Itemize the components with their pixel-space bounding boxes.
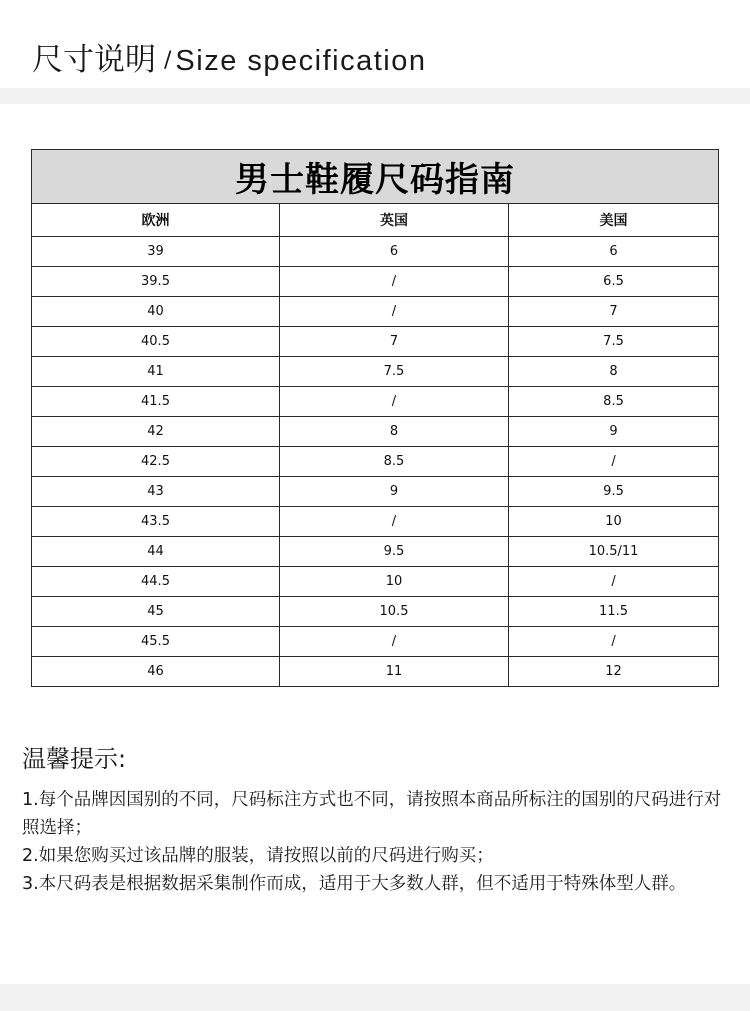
cell-uk: 8 bbox=[280, 417, 509, 447]
cell-uk: / bbox=[280, 387, 509, 417]
tip-item: 1.每个品牌因国别的不同，尺码标注方式也不同，请按照本商品所标注的国别的尺码进行对照选择； bbox=[22, 790, 722, 838]
top-divider-band bbox=[0, 88, 750, 104]
column-header-eu: 欧洲 bbox=[32, 204, 280, 237]
table-row bbox=[32, 297, 719, 327]
title-en: Size specification bbox=[175, 45, 427, 77]
cell-us: / bbox=[509, 567, 719, 597]
tip-item: 2.如果您购买过该品牌的服装，请按照以前的尺码进行购买； bbox=[22, 846, 494, 866]
cell-uk: 11 bbox=[280, 657, 509, 687]
page-title bbox=[32, 40, 426, 81]
table-row bbox=[32, 657, 719, 687]
table-row bbox=[32, 567, 719, 597]
cell-us: 9.5 bbox=[509, 477, 719, 507]
table-row bbox=[32, 537, 719, 567]
table-row bbox=[32, 417, 719, 447]
cell-uk: 8.5 bbox=[280, 447, 509, 477]
cell-us: 8.5 bbox=[509, 387, 719, 417]
cell-uk: / bbox=[280, 297, 509, 327]
cell-eu: 40.5 bbox=[32, 327, 280, 357]
table-title-row bbox=[32, 150, 719, 204]
cell-us: 11.5 bbox=[509, 597, 719, 627]
column-header-us: 美国 bbox=[509, 204, 719, 237]
cell-us: / bbox=[509, 627, 719, 657]
cell-eu: 45 bbox=[32, 597, 280, 627]
cell-us: 10.5/11 bbox=[509, 537, 719, 567]
cell-eu: 43 bbox=[32, 477, 280, 507]
cell-eu: 39 bbox=[32, 237, 280, 267]
cell-us: 7 bbox=[509, 297, 719, 327]
table-row bbox=[32, 357, 719, 387]
tips-title: 温馨提示: bbox=[22, 745, 127, 773]
cell-eu: 42 bbox=[32, 417, 280, 447]
cell-us: 7.5 bbox=[509, 327, 719, 357]
cell-uk: 7.5 bbox=[280, 357, 509, 387]
cell-uk: 7 bbox=[280, 327, 509, 357]
cell-eu: 42.5 bbox=[32, 447, 280, 477]
cell-us: 9 bbox=[509, 417, 719, 447]
cell-eu: 39.5 bbox=[32, 267, 280, 297]
table-row bbox=[32, 387, 719, 417]
cell-uk: 10 bbox=[280, 567, 509, 597]
bottom-divider-band bbox=[0, 984, 750, 1011]
cell-uk: / bbox=[280, 627, 509, 657]
column-header-uk: 英国 bbox=[280, 204, 509, 237]
cell-uk: 9.5 bbox=[280, 537, 509, 567]
cell-us: 8 bbox=[509, 357, 719, 387]
table-row bbox=[32, 327, 719, 357]
title-cn: 尺寸说明 bbox=[32, 42, 156, 78]
cell-eu: 41 bbox=[32, 357, 280, 387]
cell-us: / bbox=[509, 447, 719, 477]
title-separator: / bbox=[164, 48, 172, 73]
cell-us: 6 bbox=[509, 237, 719, 267]
tips-list bbox=[22, 786, 737, 898]
cell-uk: / bbox=[280, 267, 509, 297]
cell-eu: 41.5 bbox=[32, 387, 280, 417]
table-row bbox=[32, 597, 719, 627]
tip-item: 3.本尺码表是根据数据采集制作而成，适用于大多数人群，但不适用于特殊体型人群。 bbox=[22, 874, 687, 894]
cell-eu: 43.5 bbox=[32, 507, 280, 537]
table-row bbox=[32, 267, 719, 297]
cell-us: 12 bbox=[509, 657, 719, 687]
table-row bbox=[32, 447, 719, 477]
table-row bbox=[32, 627, 719, 657]
size-table bbox=[31, 149, 719, 687]
cell-uk: 6 bbox=[280, 237, 509, 267]
cell-eu: 45.5 bbox=[32, 627, 280, 657]
cell-eu: 46 bbox=[32, 657, 280, 687]
page-header bbox=[0, 0, 750, 88]
table-row bbox=[32, 507, 719, 537]
table-header-row bbox=[32, 204, 719, 237]
table-row bbox=[32, 477, 719, 507]
table-title: 男士鞋履尺码指南 bbox=[32, 150, 719, 204]
cell-eu: 44.5 bbox=[32, 567, 280, 597]
cell-uk: 9 bbox=[280, 477, 509, 507]
cell-uk: / bbox=[280, 507, 509, 537]
cell-uk: 10.5 bbox=[280, 597, 509, 627]
cell-eu: 40 bbox=[32, 297, 280, 327]
cell-eu: 44 bbox=[32, 537, 280, 567]
cell-us: 6.5 bbox=[509, 267, 719, 297]
cell-us: 10 bbox=[509, 507, 719, 537]
table-row bbox=[32, 237, 719, 267]
